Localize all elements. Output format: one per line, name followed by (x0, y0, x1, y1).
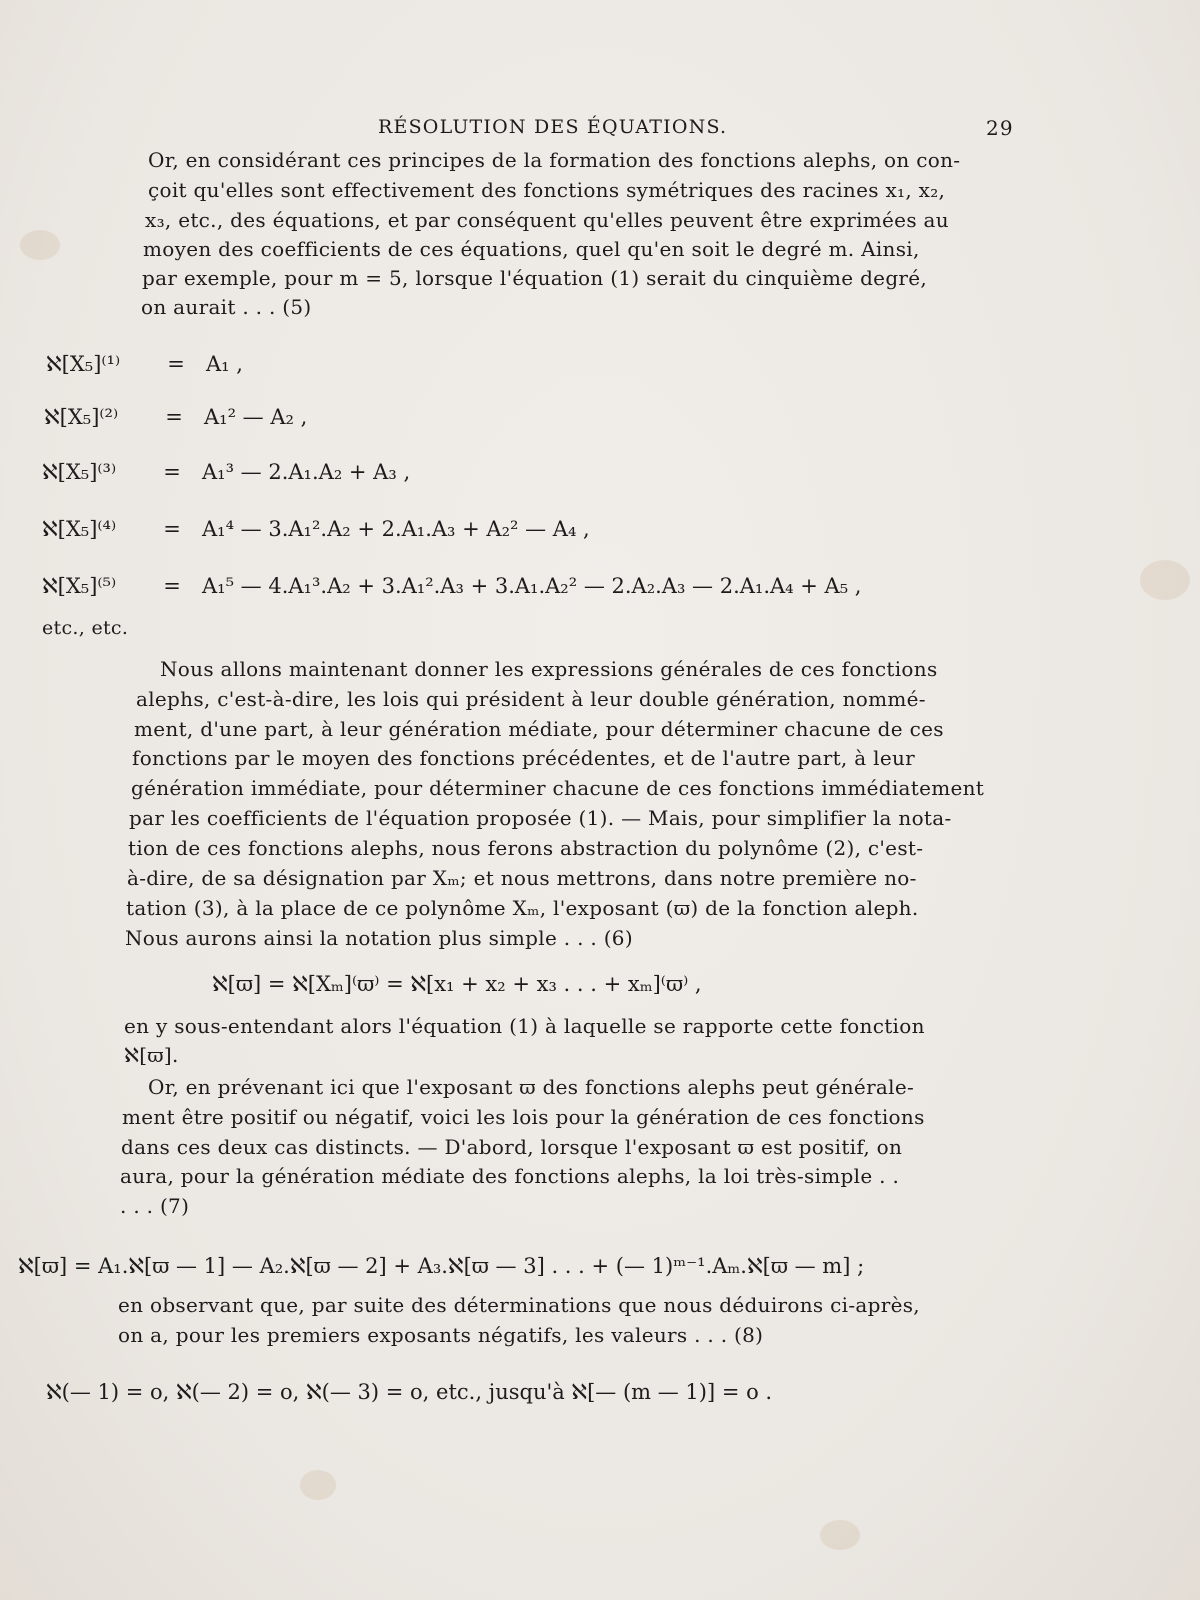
equation-rhs: A₁⁴ — 3.A₁².A₂ + 2.A₁.A₃ + A₂² — A₄ , (202, 517, 590, 541)
foxing-stain (1140, 560, 1190, 600)
text-line: moyen des coefficients de ces équations, quel qu'en soit le degré m. Ainsi, (143, 237, 920, 261)
equation-lhs: ℵ[X₅]⁽⁵⁾ (42, 574, 117, 598)
page-number: 29 (986, 116, 1014, 140)
equation-row (44, 405, 307, 429)
text-line: Or, en prévenant ici que l'exposant ϖ des fonctions alephs peut générale- (148, 1075, 915, 1099)
text-line: alephs, c'est-à-dire, les lois qui président à leur double génération, nommé- (136, 687, 926, 711)
text-line: on aurait . . . (5) (141, 295, 312, 319)
text-line: ment être positif ou négatif, voici les lois pour la génération de ces fonctions (122, 1105, 925, 1129)
text-line: on a, pour les premiers exposants négatifs, les valeurs . . . (8) (118, 1323, 764, 1347)
equation-row (46, 352, 243, 376)
running-head: RÉSOLUTION DES ÉQUATIONS. (378, 116, 728, 138)
text-line: par les coefficients de l'équation proposée (1). — Mais, pour simplifier la nota- (129, 806, 952, 830)
equation-lhs: ℵ[X₅]⁽⁴⁾ (42, 517, 117, 541)
equation-7: ℵ[ϖ] = A₁.ℵ[ϖ — 1] — A₂.ℵ[ϖ — 2] + A₃.ℵ[ϖ — 3] . . . + (— 1)ᵐ⁻¹.Aₘ.ℵ[ϖ — m] ; (18, 1254, 865, 1278)
text-line: par exemple, pour m = 5, lorsque l'équation (1) serait du cinquième degré, (142, 266, 928, 290)
text-line: Or, en considérant ces principes de la formation des fonctions alephs, on con- (148, 148, 961, 172)
equals-sign: = (167, 352, 185, 376)
text-line: en observant que, par suite des déterminations que nous déduirons ci-après, (118, 1293, 920, 1317)
equation-rhs: A₁³ — 2.A₁.A₂ + A₃ , (202, 460, 411, 484)
text-line: génération immédiate, pour déterminer chacune de ces fonctions immédiatement (131, 776, 985, 800)
equals-sign: = (163, 574, 181, 598)
text-line: ℵ[ϖ]. (124, 1043, 179, 1067)
foxing-stain (820, 1520, 860, 1550)
equation-rhs: A₁⁵ — 4.A₁³.A₂ + 3.A₁².A₃ + 3.A₁.A₂² — 2.A₂.A₃ — 2.A₁.A₄ + A₅ , (202, 574, 862, 598)
equation-row (42, 574, 861, 598)
equation-row (42, 460, 410, 484)
text-line: à-dire, de sa désignation par Xₘ; et nous mettrons, dans notre première no- (127, 866, 917, 890)
text-line: ment, d'une part, à leur génération médiate, pour déterminer chacune de ces (134, 717, 944, 741)
foxing-stain (20, 230, 60, 260)
text-line: Nous allons maintenant donner les expressions générales de ces fonctions (160, 657, 938, 681)
equation-6: ℵ[ϖ] = ℵ[Xₘ]⁽ϖ⁾ = ℵ[x₁ + x₂ + x₃ . . . + xₘ]⁽ϖ⁾ , (212, 972, 702, 996)
equation-lhs: ℵ[X₅]⁽³⁾ (42, 460, 117, 484)
foxing-stain (300, 1470, 336, 1500)
equation-row (42, 517, 590, 541)
text-line: x₃, etc., des équations, et par conséquent qu'elles peuvent être exprimées au (145, 208, 949, 232)
equals-sign: = (165, 405, 183, 429)
text-line: en y sous-entendant alors l'équation (1) à laquelle se rapporte cette fonction (124, 1014, 925, 1038)
equals-sign: = (163, 517, 181, 541)
text-line: çoit qu'elles sont effectivement des fonctions symétriques des racines x₁, x₂, (148, 178, 946, 202)
equation-lhs: ℵ[X₅]⁽²⁾ (44, 405, 119, 429)
equals-sign: = (163, 460, 181, 484)
text-line: tion de ces fonctions alephs, nous ferons abstraction du polynôme (2), c'est- (128, 836, 924, 860)
etc-line: etc., etc. (42, 617, 129, 639)
equation-8: ℵ(— 1) = o, ℵ(— 2) = o, ℵ(— 3) = o, etc., jusqu'à ℵ[— (m — 1)] = o . (46, 1380, 773, 1404)
text-line: fonctions par le moyen des fonctions précédentes, et de l'autre part, à leur (132, 746, 915, 770)
equation-rhs: A₁² — A₂ , (204, 405, 308, 429)
text-line: tation (3), à la place de ce polynôme Xₘ, l'exposant (ϖ) de la fonction aleph. (126, 896, 919, 920)
equation-lhs: ℵ[X₅]⁽¹⁾ (46, 352, 121, 376)
text-line: . . . (7) (120, 1194, 190, 1218)
text-line: dans ces deux cas distincts. — D'abord, lorsque l'exposant ϖ est positif, on (121, 1135, 903, 1159)
equation-rhs: A₁ , (206, 352, 243, 376)
text-line: Nous aurons ainsi la notation plus simple . . . (6) (125, 926, 633, 950)
text-line: aura, pour la génération médiate des fonctions alephs, la loi très-simple . . (120, 1164, 900, 1188)
